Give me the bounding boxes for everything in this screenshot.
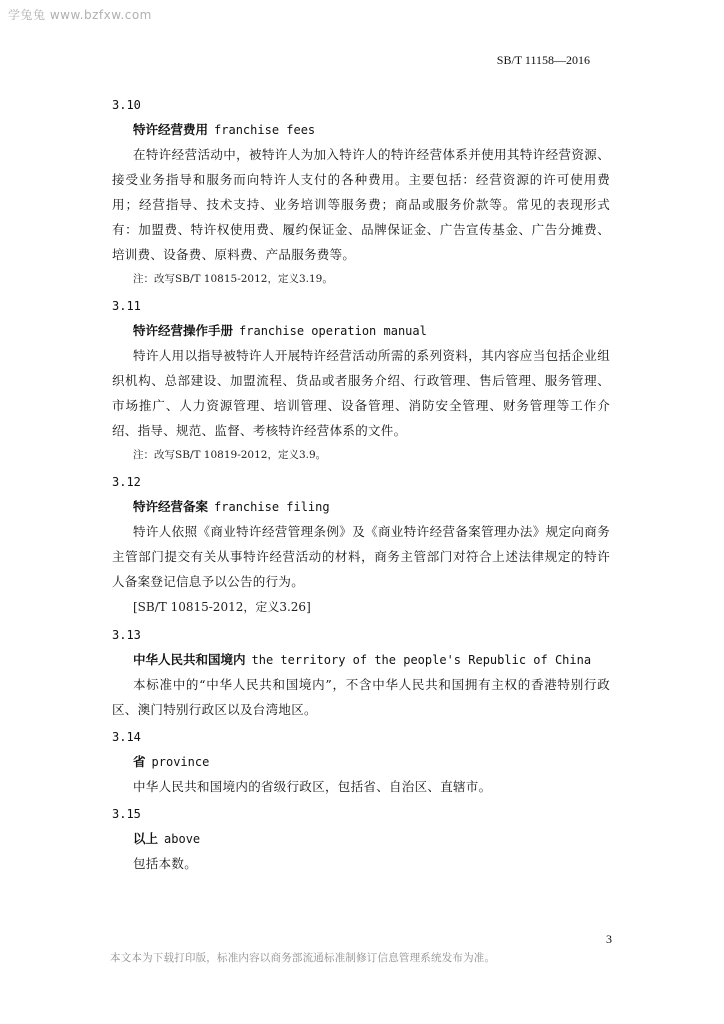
- term-source: [SB/T 10815-2012，定义3.26]: [133, 600, 311, 614]
- page-number: 3: [606, 932, 612, 946]
- term-title: [112, 319, 610, 343]
- term-definition: 包括本数。: [133, 856, 198, 871]
- term-note: 注：改写SB/T 10819-2012，定义3.9。: [133, 449, 327, 461]
- term-number: 3.14: [112, 730, 141, 744]
- standard-code: SB/T 11158—2016: [496, 53, 590, 67]
- term-title: [112, 750, 610, 774]
- term-title: [112, 648, 610, 672]
- term-title-zh: 特许经营费用: [133, 122, 209, 137]
- term-title-en: franchise fees: [214, 123, 316, 137]
- term-title-en: the territory of the people's Republic of China: [251, 653, 592, 667]
- term-number: 3.10: [112, 98, 141, 112]
- term-title-zh: 中华人民共和国境内: [133, 652, 246, 667]
- term-number: 3.15: [112, 807, 141, 821]
- term-3-10: [112, 92, 610, 291]
- site-watermark: 学兔兔 www.bzfxw.com: [8, 8, 152, 22]
- footer-disclaimer: 本文本为下载打印版，标准内容以商务部流通标准制修订信息管理系统发布为准。: [110, 952, 496, 964]
- term-3-13: [112, 622, 610, 722]
- term-title-en: province: [151, 755, 210, 769]
- term-title-zh: 以上: [133, 831, 159, 846]
- term-title-en: franchise filing: [214, 500, 330, 514]
- term-title-en: above: [164, 832, 201, 846]
- term-title: [112, 118, 610, 142]
- term-title: [112, 495, 610, 519]
- term-note: 注：改写SB/T 10815-2012，定义3.19。: [133, 273, 333, 285]
- term-number: 3.11: [112, 299, 141, 313]
- term-definition: 本标准中的“中华人民共和国境内”，不含中华人民共和国拥有主权的香港特别行政区、澳门特别行政区以及台湾地区。: [112, 677, 610, 717]
- term-title: [112, 827, 610, 851]
- term-3-12: [112, 469, 610, 620]
- term-definition: 特许人用以指导被特许人开展特许经营活动所需的系列资料，其内容应当包括企业组织机构、总部建设、加盟流程、货品或者服务介绍、行政管理、售后管理、服务管理、市场推广、人力资源管理、培训管理、设备管理、消防安全管理、财务管理等工作介绍、指导、规范、监督、考核特许经营体系的文件。: [112, 348, 610, 438]
- term-3-14: [112, 724, 610, 799]
- term-title-zh: 特许经营操作手册: [133, 323, 234, 338]
- term-definition: 在特许经营活动中，被特许人为加入特许人的特许经营体系并使用其特许经营资源、接受业务指导和服务而向特许人支付的各种费用。主要包括：经营资源的许可使用费用；经营指导、技术支持、业务培训等服务费；商品或服务价款等。常见的表现形式有：加盟费、特许权使用费、履约保证金、品牌保证金、广告宣传基金、广告分摊费、培训费、设备费、原料费、产品服务费等。: [112, 147, 610, 262]
- term-number: 3.13: [112, 628, 141, 642]
- term-3-15: [112, 801, 610, 876]
- term-number: 3.12: [112, 475, 141, 489]
- term-title-zh: 特许经营备案: [133, 499, 209, 514]
- term-definition: 特许人依照《商业特许经营管理条例》及《商业特许经营备案管理办法》规定向商务主管部门提交有关从事特许经营活动的材料，商务主管部门对符合上述法律规定的特许人备案登记信息予以公告的行为。: [112, 524, 610, 589]
- term-3-11: [112, 293, 610, 467]
- term-title-zh: 省: [133, 754, 146, 769]
- term-definition: 中华人民共和国境内的省级行政区，包括省、自治区、直辖市。: [133, 779, 492, 794]
- term-title-en: franchise operation manual: [239, 324, 427, 338]
- document-body: [112, 92, 610, 878]
